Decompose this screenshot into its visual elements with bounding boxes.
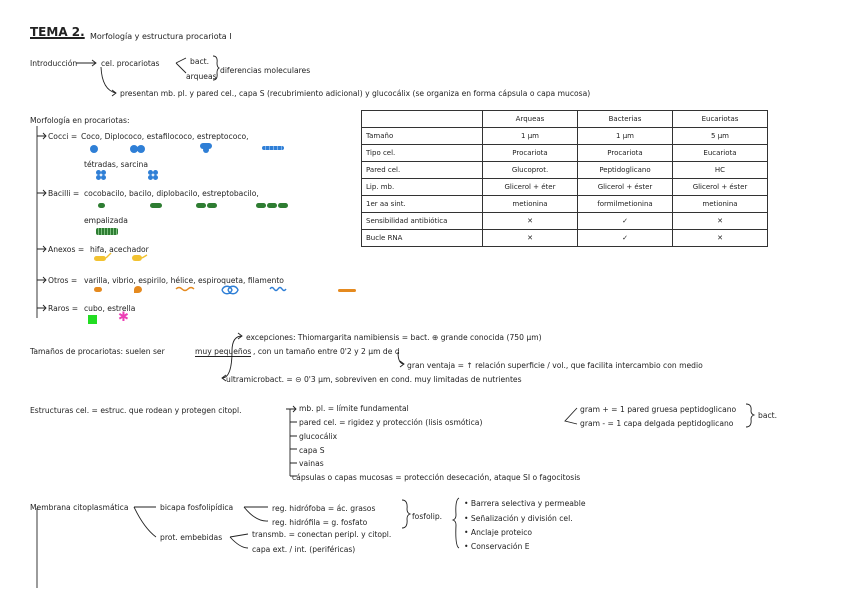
intro-label: Introducción — [30, 59, 78, 68]
estructuras-item: glucocálix — [299, 432, 338, 441]
anexos-text: hifa, acechador — [90, 245, 149, 254]
bacilli-line-1: cocobacilo, bacilo, diplobacilo, estreptobacilo, — [84, 189, 259, 198]
table-cell: Lip. mb. — [362, 179, 483, 196]
membrana-transmb: transmb. = conectan peripl. y citopl. — [252, 530, 392, 539]
intro-arqueas: arqueas — [186, 72, 217, 81]
table-cell: Tipo cel. — [362, 145, 483, 162]
table-cell: formilmetionina — [578, 196, 673, 213]
table-cell: ✕ — [673, 230, 768, 247]
funcion-item: • Conservación E — [464, 542, 530, 551]
table-header-cell: Bacterias — [578, 111, 673, 128]
funcion-item: • Barrera selectiva y permeable — [464, 499, 586, 508]
intro-bact: bact. — [190, 57, 210, 66]
table-cell: Glicerol + éter — [483, 179, 578, 196]
estructuras-item: vainas — [299, 459, 324, 468]
otros-text: varilla, vibrio, espirilo, hélice, espiroqueta, filamento — [84, 276, 284, 285]
table-cell: 5 μm — [673, 128, 768, 145]
bacilli-line-2: empalizada — [84, 216, 128, 225]
bacilli-label: Bacilli = — [48, 189, 80, 198]
estrella-icon: ✱ — [118, 310, 129, 325]
membrana-label: Membrana citoplasmática — [30, 503, 129, 512]
table-cell: Glicerol + éster — [673, 179, 768, 196]
table-cell: 1 μm — [578, 128, 673, 145]
table-cell: Pared cel. — [362, 162, 483, 179]
estructuras-item: mb. pl. = límite fundamental — [299, 404, 409, 413]
tamanos-excepciones: excepciones: Thiomargarita namibiensis = bact. ⊕ grande conocida (750 μm) — [246, 333, 542, 342]
estructuras-bact: bact. — [758, 411, 778, 420]
gram-negative: gram - = 1 capa delgada peptidoglicano — [580, 419, 734, 428]
tamanos-muy: muy pequeños — [195, 347, 252, 356]
intro-presentan: presentan mb. pl. y pared cel., capa S (recubrimiento adicional) y glucocálix (se organiza en forma cápsula o capa mucosa) — [120, 89, 591, 98]
intro-diferencias: diferencias moleculares — [220, 66, 311, 75]
table-cell: Peptidoglicano — [578, 162, 673, 179]
page-subtitle: Morfología y estructura procariota I — [90, 32, 232, 41]
table-cell: 1er aa sint. — [362, 196, 483, 213]
table-cell: Bucle RNA — [362, 230, 483, 247]
morfologia-label: Morfología en procariotas: — [30, 116, 130, 125]
estructuras-item: cápsulas o capas mucosas = protección desecación, ataque SI o fagocitosis — [292, 473, 581, 482]
table-cell: Tamaño — [362, 128, 483, 145]
table-cell: 1 μm — [483, 128, 578, 145]
table-cell: Eucariota — [673, 145, 768, 162]
anexos-label: Anexos = — [48, 245, 85, 254]
gram-positive: gram + = 1 pared gruesa peptidoglicano — [580, 405, 737, 414]
estructuras-item: capa S — [299, 446, 325, 455]
estructuras-label: Estructuras cel. = estruc. que rodean y protegen citopl. — [30, 406, 242, 415]
membrana-capa: capa ext. / int. (periféricas) — [252, 545, 356, 554]
raros-label: Raros = — [48, 304, 79, 313]
table-cell: ✓ — [578, 230, 673, 247]
table-cell: Glucoprot. — [483, 162, 578, 179]
tamanos-ultra: ultramicrobact. = ⊝ 0'3 μm, sobreviven en cond. muy limitadas de nutrientes — [226, 375, 522, 384]
page-title: TEMA 2. — [30, 25, 85, 39]
cocci-line-2: tétradas, sarcina — [84, 160, 148, 169]
table-cell: ✕ — [673, 213, 768, 230]
otros-label: Otros = — [48, 276, 78, 285]
table-cell: metionina — [483, 196, 578, 213]
cocci-line-1: Coco, Diplococo, estafilococo, estreptococo, — [81, 132, 249, 141]
membrana-bicapa: bicapa fosfolipídica — [160, 503, 234, 512]
membrana-hidrofila: reg. hidrófila = g. fosfato — [272, 518, 368, 527]
funcion-item: • Anclaje proteico — [464, 528, 533, 537]
table-cell: ✓ — [578, 213, 673, 230]
table-cell: Sensibilidad antibiótica — [362, 213, 483, 230]
intro-cel: cel. procariotas — [101, 59, 160, 68]
funcion-item: • Señalización y división cel. — [464, 514, 573, 523]
raros-text: cubo, estrella — [84, 304, 136, 313]
membrana-hidrofoba: reg. hidrófoba = ác. grasos — [272, 504, 376, 513]
table-header-cell: Arqueas — [483, 111, 578, 128]
table-cell: Procariota — [578, 145, 673, 162]
tamanos-rango: , con un tamaño entre 0'2 y 2 μm de d — [253, 347, 400, 356]
table-header-cell: Eucariotas — [673, 111, 768, 128]
membrana-fosfolip: fosfolip. — [412, 512, 443, 521]
tamanos-ventaja: gran ventaja = ↑ relación superficie / vol., que facilita intercambio con medio — [407, 361, 703, 370]
table-cell: ✕ — [483, 213, 578, 230]
table-cell: metionina — [673, 196, 768, 213]
estructuras-item: pared cel. = rigidez y protección (lisis osmótica) — [299, 418, 483, 427]
tamanos-label: Tamaños de procariotas: suelen ser — [30, 347, 165, 356]
membrana-prot: prot. embebidas — [160, 533, 223, 542]
table-cell: ✕ — [483, 230, 578, 247]
table-cell: Glicerol + éster — [578, 179, 673, 196]
cocci-label: Cocci = — [48, 132, 78, 141]
table-cell: HC — [673, 162, 768, 179]
table-cell: Procariota — [483, 145, 578, 162]
